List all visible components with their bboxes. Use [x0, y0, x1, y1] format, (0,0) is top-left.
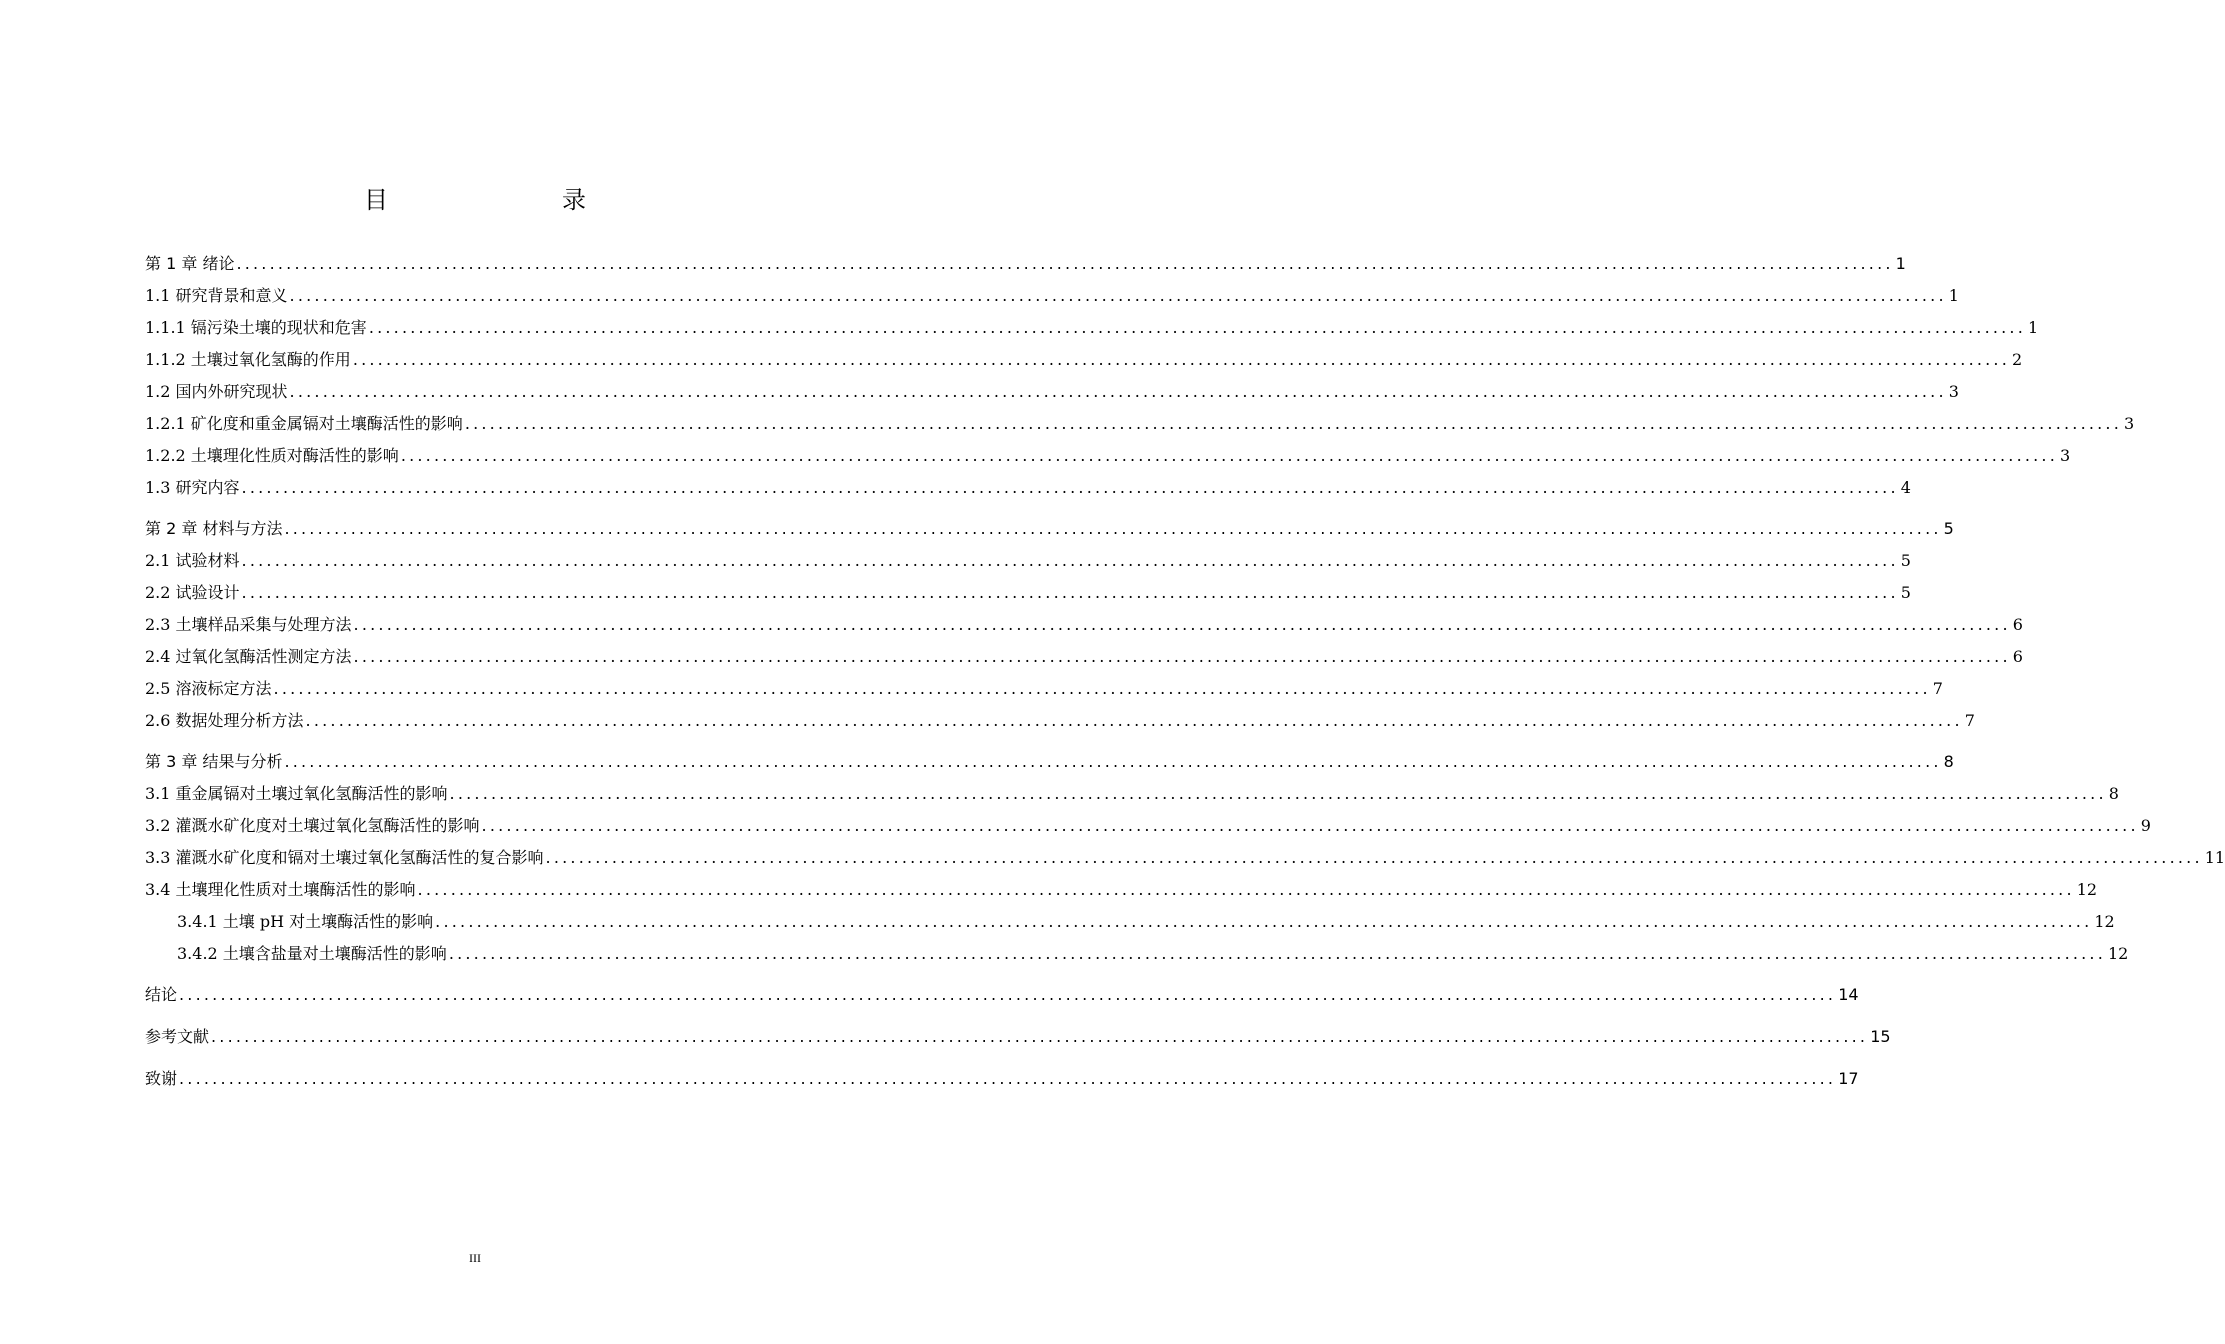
toc-dot-leader: ........................................................................................................................................................................................................ — [464, 414, 2122, 433]
toc-entry[interactable] — [145, 280, 1959, 306]
toc-entry-page: 3 — [2124, 414, 2135, 433]
toc-entry[interactable] — [145, 746, 1954, 772]
toc-entry-page: 5 — [1900, 551, 1911, 570]
toc-entry-page: 12 — [2094, 912, 2115, 931]
toc-entry-label: 1.1.2 土壤过氧化氢酶的作用 — [145, 350, 351, 369]
toc-dot-leader: ........................................................................................................................................................................................................ — [211, 1027, 1869, 1046]
toc-entry-page: 1 — [1948, 286, 1959, 305]
toc-entry[interactable] — [145, 842, 2225, 868]
toc-entry-label: 2.5 溶液标定方法 — [145, 679, 272, 698]
toc-dot-leader: ........................................................................................................................................................................................................ — [179, 985, 1837, 1004]
toc-entry[interactable] — [145, 577, 1911, 603]
toc-dot-leader: ........................................................................................................................................................................................................ — [241, 478, 1899, 497]
toc-dot-leader: ........................................................................................................................................................................................................ — [400, 446, 2058, 465]
toc-dot-leader: ........................................................................................................................................................................................................ — [284, 752, 1942, 771]
toc-entry-label: 第 1 章 绪论 — [145, 254, 235, 273]
toc-entry-page: 14 — [1838, 985, 1859, 1004]
toc-entry-label: 第 3 章 结果与分析 — [145, 752, 283, 771]
toc-dot-leader: ........................................................................................................................................................................................................ — [273, 679, 1931, 698]
toc-entry-page: 5 — [1900, 583, 1911, 602]
toc-dot-leader: ........................................................................................................................................................................................................ — [435, 912, 2093, 931]
toc-entry-label: 3.1 重金属镉对土壤过氧化氢酶活性的影响 — [145, 784, 448, 803]
toc-entry-page: 15 — [1870, 1027, 1891, 1046]
toc-dot-leader: ........................................................................................................................................................................................................ — [448, 944, 2106, 963]
toc-dot-leader: ........................................................................................................................................................................................................ — [353, 647, 2011, 666]
toc-entry[interactable] — [145, 810, 2151, 836]
toc-entry[interactable] — [145, 641, 2023, 667]
toc-entry[interactable] — [145, 1063, 1859, 1089]
toc-entry-page: 6 — [2012, 647, 2023, 666]
toc-entry-label: 1.2.2 土壤理化性质对酶活性的影响 — [145, 446, 399, 465]
toc-entry-page: 2 — [2012, 350, 2023, 369]
toc-entry-label: 1.2 国内外研究现状 — [145, 382, 288, 401]
toc-entry-page: 4 — [1900, 478, 1911, 497]
toc-entry-label: 2.3 土壤样品采集与处理方法 — [145, 615, 352, 634]
toc-entry[interactable] — [145, 472, 1911, 498]
toc-entry-label: 3.4.1 土壤 pH 对土壤酶活性的影响 — [177, 912, 434, 931]
toc-entry-label: 1.1.1 镉污染土壤的现状和危害 — [145, 318, 367, 337]
toc-entry-page: 6 — [2012, 615, 2023, 634]
toc-entry-label: 1.3 研究内容 — [145, 478, 240, 497]
toc-entry-page: 9 — [2140, 816, 2151, 835]
toc-entry-label: 1.2.1 矿化度和重金属镉对土壤酶活性的影响 — [145, 414, 463, 433]
toc-entry-page: 17 — [1838, 1069, 1859, 1088]
toc-entry-page: 12 — [2108, 944, 2129, 963]
toc-entry-page: 3 — [1948, 382, 1959, 401]
toc-entry[interactable] — [145, 513, 1954, 539]
toc-entry[interactable] — [145, 609, 2023, 635]
toc-entry[interactable] — [145, 312, 2039, 338]
toc-entry[interactable] — [145, 778, 2119, 804]
toc-dot-leader: ........................................................................................................................................................................................................ — [241, 551, 1899, 570]
toc-entry[interactable] — [145, 673, 1943, 699]
toc-entry-label: 2.1 试验材料 — [145, 551, 240, 570]
toc-entry-page: 8 — [2108, 784, 2119, 803]
toc-entry[interactable] — [145, 376, 1959, 402]
toc-entry[interactable] — [145, 1021, 1891, 1047]
toc-entry-page: 7 — [1932, 679, 1943, 698]
toc-entry-label: 2.4 过氧化氢酶活性测定方法 — [145, 647, 352, 666]
toc-entry-page: 3 — [2060, 446, 2071, 465]
toc-entry-page: 7 — [1964, 711, 1975, 730]
toc-entry-page: 1 — [2028, 318, 2039, 337]
toc-entry-label: 致谢 — [145, 1069, 178, 1088]
toc-entry-page: 11 — [2204, 848, 2225, 867]
toc-entry-label: 结论 — [145, 985, 178, 1004]
toc-entry-label: 3.4.2 土壤含盐量对土壤酶活性的影响 — [177, 944, 447, 963]
toc-dot-leader: ........................................................................................................................................................................................................ — [368, 318, 2026, 337]
toc-entry-page: 8 — [1943, 752, 1954, 771]
toc-entry-label: 参考文献 — [145, 1027, 210, 1046]
toc-dot-leader: ........................................................................................................................................................................................................ — [449, 784, 2107, 803]
toc-dot-leader: ........................................................................................................................................................................................................ — [305, 711, 1963, 730]
toc-dot-leader: ........................................................................................................................................................................................................ — [417, 880, 2075, 899]
toc-entry[interactable] — [145, 545, 1911, 571]
toc-dot-leader: ........................................................................................................................................................................................................ — [179, 1069, 1837, 1088]
toc-entry-label: 1.1 研究背景和意义 — [145, 286, 288, 305]
toc-entry-page: 12 — [2076, 880, 2098, 899]
toc-entry-label: 第 2 章 材料与方法 — [145, 519, 283, 538]
toc-entry[interactable] — [145, 248, 1906, 274]
toc-entry-page: 5 — [1943, 519, 1954, 538]
toc-entry-page: 1 — [1895, 254, 1906, 273]
toc-entry-label: 3.3 灌溉水矿化度和镉对土壤过氧化氢酶活性的复合影响 — [145, 848, 544, 867]
toc-dot-leader: ........................................................................................................................................................................................................ — [289, 382, 1947, 401]
toc-entry-label: 3.4 土壤理化性质对土壤酶活性的影响 — [145, 880, 416, 899]
toc-entry-label: 3.2 灌溉水矿化度对土壤过氧化氢酶活性的影响 — [145, 816, 480, 835]
toc-entry[interactable] — [145, 440, 2071, 466]
toc-entry-label: 2.2 试验设计 — [145, 583, 240, 602]
toc-entry[interactable] — [177, 938, 2129, 964]
toc-dot-leader: ........................................................................................................................................................................................................ — [481, 816, 2139, 835]
toc-entry[interactable] — [145, 979, 1859, 1005]
toc-entry[interactable] — [145, 344, 2023, 370]
toc-entry[interactable] — [145, 408, 2135, 434]
toc-dot-leader: ........................................................................................................................................................................................................ — [353, 615, 2011, 634]
toc-entry[interactable] — [145, 874, 2098, 900]
toc-entry[interactable] — [145, 705, 1975, 731]
toc-entry[interactable] — [177, 906, 2115, 932]
toc-dot-leader: ........................................................................................................................................................................................................ — [352, 350, 2010, 369]
toc-dot-leader: ........................................................................................................................................................................................................ — [236, 254, 1894, 273]
page-number: III — [469, 1251, 481, 1265]
toc-dot-leader: ........................................................................................................................................................................................................ — [241, 583, 1899, 602]
toc-dot-leader: ........................................................................................................................................................................................................ — [289, 286, 1947, 305]
toc-entry-label: 2.6 数据处理分析方法 — [145, 711, 304, 730]
toc-title: 目 录 — [364, 186, 628, 214]
toc-dot-leader: ........................................................................................................................................................................................................ — [284, 519, 1942, 538]
toc-dot-leader: ........................................................................................................................................................................................................ — [545, 848, 2203, 867]
